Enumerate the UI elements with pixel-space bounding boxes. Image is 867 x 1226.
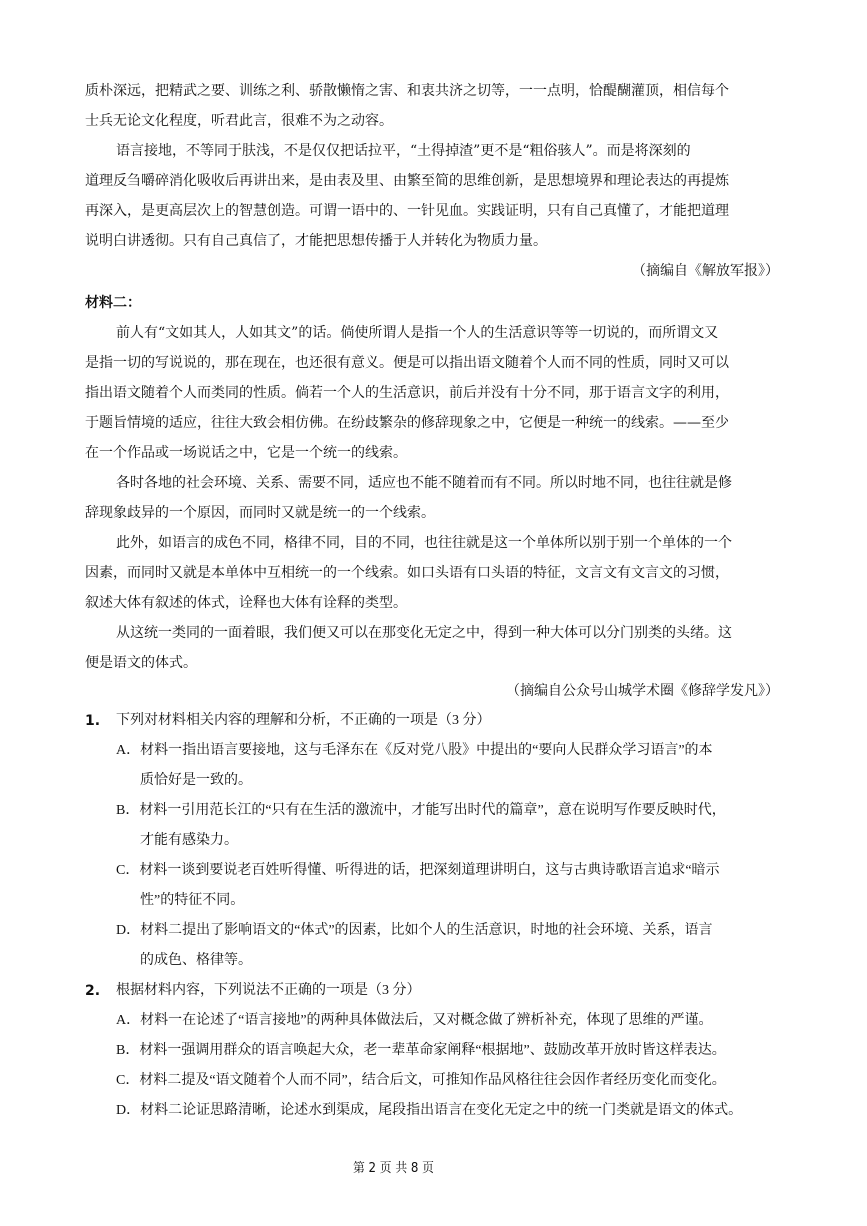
material1-source: （摘编自《解放军报》） [632,263,779,279]
material1-line: 士兵无论文化程度，听君此言，很难不为之动容。 [85,113,393,129]
option-a: A．材料一在论述了“语言接地”的两种具体做法后，又对概念做了辨析补充，体现了思维的严谨。 [116,1013,713,1028]
material2-line: 前人有“文如其人，人如其文”的话。倘使所谓人是指一个人的生活意识等等一切说的，而所谓文又 [116,325,719,341]
option-c-cont: 性”的特征不同。 [140,893,245,908]
option-d-cont: 的成色、格律等。 [140,953,252,968]
option-a-cont: 质恰好是一致的。 [140,773,252,788]
question-text: 下列对材料相关内容的理解和分析，不正确的一项是（3 分） [116,713,491,728]
page-footer: 第 2 页 共 8 页 [352,1161,434,1176]
material1-line: 质朴深远，把精武之要、训练之利、骄散懒惰之害、和衷共济之切等，一一点明，恰醍醐灌顶，相信每个 [85,83,729,99]
material1-line: 说明白讲透彻。只有自己真信了，才能把思想传播于人并转化为物质力量。 [85,233,547,249]
question-text: 根据材料内容，下列说法不正确的一项是（3 分） [116,983,421,998]
material1-line: 道理反刍嚼碎消化吸收后再讲出来，是由表及里、由繁至简的思维创新，是思想境界和理论表达的再提炼 [85,173,729,189]
material2-line: 因素，而同时又就是本单体中互相统一的一个线索。如口头语有口头语的特征，文言文有文言文的习惯， [85,565,729,581]
option-a: A．材料一指出语言要接地，这与毛泽东在《反对党八股》中提出的“要向人民群众学习语言”的本 [116,743,713,758]
material1-line: 再深入，是更高层次上的智慧创造。可谓一语中的、一针见血。实践证明，只有自己真懂了，才能把道理 [85,203,729,219]
option-b: B．材料一引用范长江的“只有在生活的激流中，才能写出时代的篇章”，意在说明写作要反映时代， [116,803,726,818]
option-c: C．材料二提及“语文随着个人而不同”，结合后文，可推知作品风格往往会因作者经历变化而变化。 [116,1073,726,1088]
material2-heading: 材料二： [85,295,141,311]
material2-line: 各时各地的社会环境、关系、需要不同，适应也不能不随着而有不同。所以时地不同，也往往就是修 [116,475,732,491]
material2-line: 辞现象歧异的一个原因，而同时又就是统一的一个线索。 [85,505,435,521]
material2-line: 于题旨情境的适应，往往大致会相仿佛。在纷歧繁杂的修辞现象之中，它便是一种统一的线索。——至少 [85,415,729,431]
material2-line: 在一个作品或一场说话之中，它是一个统一的线索。 [85,445,407,461]
material2-line: 便是语文的体式。 [85,655,197,671]
material2-line: 叙述大体有叙述的体式，诠释也大体有诠释的类型。 [85,595,407,611]
option-d: D．材料二论证思路清晰，论述水到渠成，尾段指出语言在变化无定之中的统一门类就是语文的体式。 [116,1103,743,1118]
material1-line: 语言接地，不等同于肤浅，不是仅仅把话拉平，“土得掉渣”更不是“粗俗骇人”。而是将深刻的 [116,143,691,159]
option-c: C．材料一谈到要说老百姓听得懂、听得进的话，把深刻道理讲明白，这与古典诗歌语言追求“暗示 [116,863,720,878]
option-b: B．材料一强调用群众的语言唤起大众，老一辈革命家阐释“根据地”、鼓励改革开放时皆这样表达。 [116,1043,726,1058]
question-number: 2. [85,983,101,999]
option-b-cont: 才能有感染力。 [140,833,238,848]
material2-source: （摘编自公众号山城学术圈《修辞学发凡》） [506,683,779,699]
material2-line: 指出语文随着个人而类同的性质。倘若一个人的生活意识，前后并没有十分不同，那于语言文字的利用， [85,385,729,401]
question-number: 1. [85,713,101,729]
material2-line: 此外，如语言的成色不同，格律不同，目的不同，也往往就是这一个单体所以别于别一个单体的一个 [116,535,732,551]
material2-line: 是指一切的写说说的，那在现在，也还很有意义。便是可以指出语文随着个人而不同的性质，同时又可以 [85,355,729,371]
material2-line: 从这统一类同的一面着眼，我们便又可以在那变化无定之中，得到一种大体可以分门别类的头绪。这 [116,625,732,641]
option-d: D．材料二提出了影响语文的“体式”的因素，比如个人的生活意识，时地的社会环境、关系，语言 [116,923,713,938]
